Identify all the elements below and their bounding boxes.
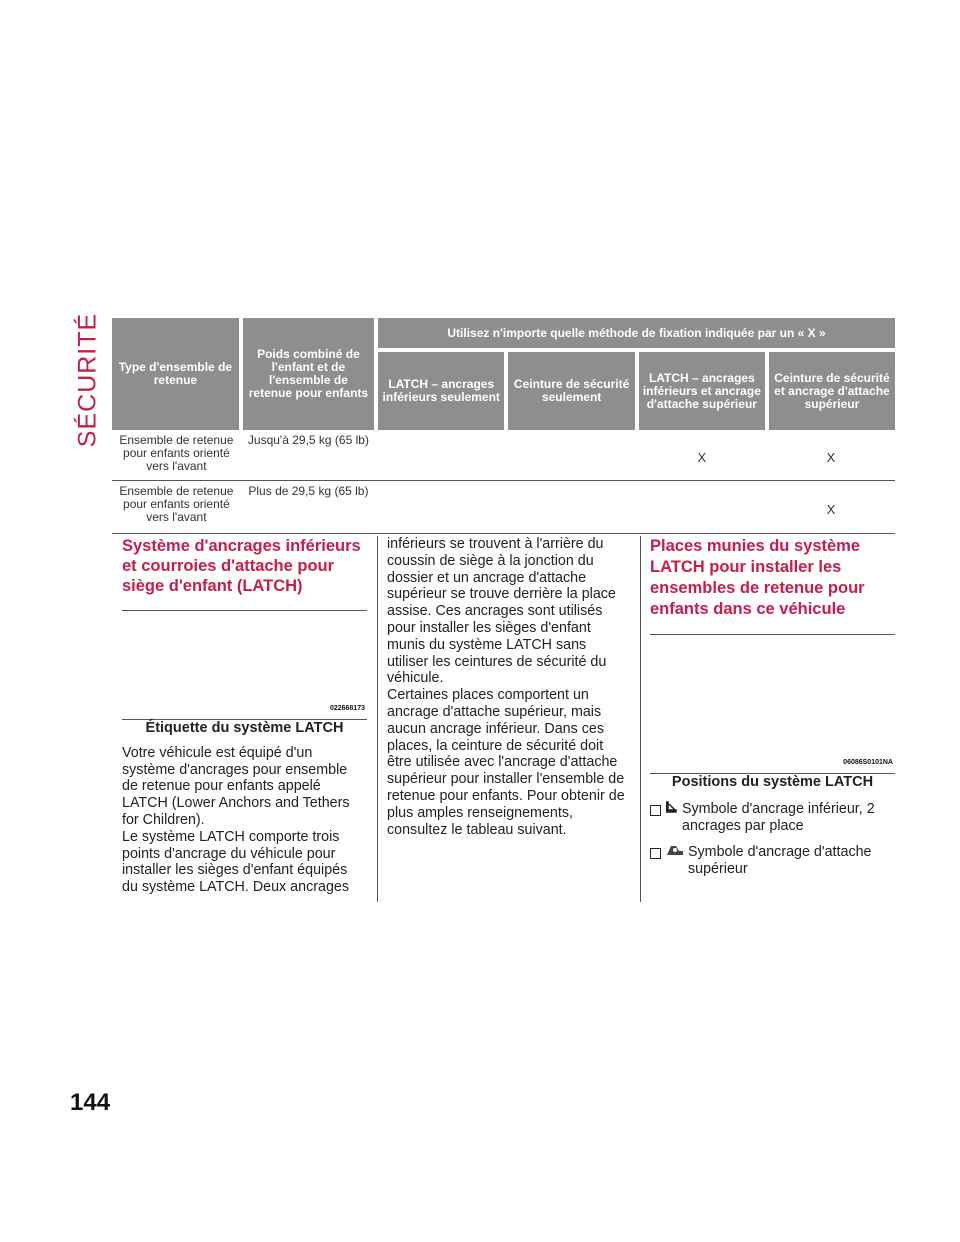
table-cell-mark [506,430,636,481]
table-cell-mark [376,430,506,481]
table-subheader-latch-lower: LATCH – ancrages inférieurs seulement [376,350,506,430]
section-heading-positions: Places munies du système LATCH pour installer les ensembles de retenue pour enfants dans ce véhicule [650,537,865,618]
body-paragraph: inférieurs se trouvent à l'arrière du coussin de siège à la jonction du dossier et un ancrage d'attache supérieur se trouve derrière la place assise. Ces ancrages sont utilisés pour installer les sièges d'enfant munis du système LATCH sans utiliser les ceintures de sécurité du véhicule. [387,536,616,687]
table-header-weight: Poids combiné de l'enfant et de l'ensemble de retenue pour enfants [241,318,376,430]
checkbox-icon [650,848,661,859]
column-divider [377,536,378,902]
column-latch-description [387,536,630,838]
table-cell-weight: Plus de 29,5 kg (65 lb) [241,481,376,534]
latch-positions-image [650,635,895,773]
table-header-type: Type d'ensemble de retenue [112,318,241,430]
table-subheader-belt-tether: Ceinture de sécurité et ancrage d'attache supérieur [767,350,895,430]
table-cell-type: Ensemble de retenue pour enfants orienté vers l'avant [112,481,241,534]
image-code: 022668173 [329,705,365,713]
legend-text: Symbole d'ancrage d'attache supérieur [688,844,872,878]
legend-item [650,801,895,835]
tether-anchor-symbol-icon [666,844,684,861]
table-subheader-belt-only: Ceinture de sécurité seulement [506,350,636,430]
table-row [112,481,895,534]
legend-text: Symbole d'ancrage inférieur, 2 ancrages par place [682,800,875,834]
lower-anchor-symbol-icon [666,801,678,818]
table-cell-mark: X [767,481,895,534]
body-paragraph: Votre véhicule est équipé d'un système d'ancrages pour ensemble de retenue pour enfants appelé LATCH (Lower Anchors and Tethers for Children). [122,744,350,828]
table-cell-type: Ensemble de retenue pour enfants orienté vers l'avant [112,430,241,481]
table-cell-mark: X [637,430,767,481]
body-paragraph: Certaines places comportent un ancrage d'attache supérieur, mais aucun ancrage inférieur. Dans ces places, la ceinture de sécurité doit être utilisée avec l'ancrage d'attache supérieur pour installer l'ensemble de retenue pour enfants. Pour obtenir de plus amples renseignements, consultez le tableau suivant. [387,687,625,838]
section-side-tab [68,300,108,460]
image-code: 06086S0101NA [843,759,893,767]
section-side-tab-label: SÉCURITÉ [73,312,102,448]
table-cell-mark [506,481,636,534]
table-cell-mark [376,481,506,534]
checkbox-icon [650,805,661,816]
column-divider [640,536,641,902]
latch-label-image [122,611,367,719]
table-header-group: Utilisez n'importe quelle méthode de fixation indiquée par un « X » [376,318,895,350]
table-cell-weight: Jusqu'à 29,5 kg (65 lb) [241,430,376,481]
body-paragraph: Le système LATCH comporte trois points d'ancrage du véhicule pour installer les sièges d'enfant équipés du système LATCH. Deux ancrages [122,828,349,896]
table-cell-mark: X [767,430,895,481]
page-number: 144 [70,1089,111,1116]
latch-compatibility-table [112,318,895,534]
legend-item [650,844,895,878]
section-heading-latch: Système d'ancrages inférieurs et courroies d'attache pour siège d'enfant (LATCH) [122,537,361,595]
table-subheader-latch-tether: LATCH – ancrages inférieurs et ancrage d'attache supérieur [637,350,767,430]
table-cell-mark [637,481,767,534]
figure-caption: Positions du système LATCH [671,774,874,790]
column-latch-positions [650,536,895,878]
column-latch-system [122,536,367,896]
table-row [112,430,895,481]
figure-caption: Étiquette du système LATCH [145,720,344,736]
